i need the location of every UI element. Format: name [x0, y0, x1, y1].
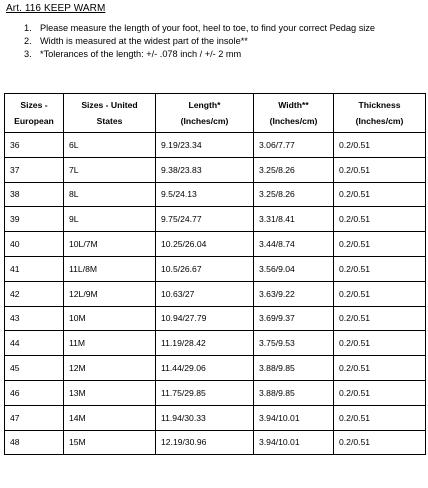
- cell-european-size: 46: [5, 380, 64, 405]
- table-row: [5, 331, 426, 356]
- cell-european-size: 38: [5, 182, 64, 207]
- instruction-item: [24, 48, 375, 61]
- instruction-item: [24, 22, 375, 35]
- table-row: [5, 157, 426, 182]
- cell-us-size: 6L: [64, 133, 156, 158]
- cell-length: 9.5/24.13: [156, 182, 254, 207]
- table-row: [5, 306, 426, 331]
- cell-length: 9.75/24.77: [156, 207, 254, 232]
- cell-european-size: 39: [5, 207, 64, 232]
- header-european-size: Sizes - European: [5, 94, 64, 133]
- header-us-size: Sizes - United States: [64, 94, 156, 133]
- instruction-number: 1.: [24, 23, 32, 33]
- header-thickness: Thickness (Inches/cm): [334, 94, 426, 133]
- table-row: [5, 430, 426, 455]
- cell-length: 11.44/29.06: [156, 356, 254, 381]
- cell-width: 3.06/7.77: [254, 133, 334, 158]
- cell-width: 3.75/9.53: [254, 331, 334, 356]
- cell-thickness: 0.2/0.51: [334, 207, 426, 232]
- table-row: [5, 405, 426, 430]
- cell-thickness: 0.2/0.51: [334, 306, 426, 331]
- cell-thickness: 0.2/0.51: [334, 380, 426, 405]
- instruction-number: 3.: [24, 49, 32, 59]
- cell-european-size: 37: [5, 157, 64, 182]
- instruction-text: Please measure the length of your foot, heel to toe, to find your correct Pedag size: [40, 23, 376, 33]
- table-row: [5, 207, 426, 232]
- cell-width: 3.25/8.26: [254, 157, 334, 182]
- cell-us-size: 12L/9M: [64, 281, 156, 306]
- cell-thickness: 0.2/0.51: [334, 182, 426, 207]
- cell-european-size: 36: [5, 133, 64, 158]
- instruction-number: 2.: [24, 36, 32, 46]
- table-row: [5, 281, 426, 306]
- cell-length: 9.38/23.83: [156, 157, 254, 182]
- table-row: [5, 380, 426, 405]
- cell-us-size: 14M: [64, 405, 156, 430]
- cell-european-size: 48: [5, 430, 64, 455]
- table-header-row: [5, 94, 426, 133]
- cell-us-size: 11M: [64, 331, 156, 356]
- table-row: [5, 356, 426, 381]
- cell-us-size: 15M: [64, 430, 156, 455]
- cell-width: 3.88/9.85: [254, 380, 334, 405]
- cell-european-size: 47: [5, 405, 64, 430]
- cell-european-size: 45: [5, 356, 64, 381]
- instructions-list: [24, 22, 375, 61]
- cell-thickness: 0.2/0.51: [334, 430, 426, 455]
- table-row: [5, 182, 426, 207]
- cell-us-size: 12M: [64, 356, 156, 381]
- cell-thickness: 0.2/0.51: [334, 256, 426, 281]
- table-body: [5, 133, 426, 455]
- cell-us-size: 10L/7M: [64, 232, 156, 257]
- header-width: Width** (Inches/cm): [254, 94, 334, 133]
- cell-width: 3.25/8.26: [254, 182, 334, 207]
- cell-thickness: 0.2/0.51: [334, 356, 426, 381]
- cell-european-size: 40: [5, 232, 64, 257]
- cell-us-size: 13M: [64, 380, 156, 405]
- cell-width: 3.94/10.01: [254, 405, 334, 430]
- cell-european-size: 44: [5, 331, 64, 356]
- cell-length: 11.94/30.33: [156, 405, 254, 430]
- cell-length: 12.19/30.96: [156, 430, 254, 455]
- table-row: [5, 133, 426, 158]
- cell-thickness: 0.2/0.51: [334, 331, 426, 356]
- cell-thickness: 0.2/0.51: [334, 133, 426, 158]
- cell-us-size: 10M: [64, 306, 156, 331]
- cell-us-size: 11L/8M: [64, 256, 156, 281]
- cell-width: 3.63/9.22: [254, 281, 334, 306]
- cell-thickness: 0.2/0.51: [334, 157, 426, 182]
- cell-length: 11.19/28.42: [156, 331, 254, 356]
- cell-us-size: 9L: [64, 207, 156, 232]
- document-title: Art. 116 KEEP WARM: [6, 3, 106, 14]
- cell-length: 10.25/26.04: [156, 232, 254, 257]
- cell-european-size: 42: [5, 281, 64, 306]
- instruction-item: [24, 35, 375, 48]
- cell-width: 3.56/9.04: [254, 256, 334, 281]
- cell-width: 3.44/8.74: [254, 232, 334, 257]
- cell-european-size: 43: [5, 306, 64, 331]
- size-chart-table: [4, 93, 426, 455]
- cell-european-size: 41: [5, 256, 64, 281]
- cell-width: 3.94/10.01: [254, 430, 334, 455]
- cell-length: 10.63/27: [156, 281, 254, 306]
- instruction-text: *Tolerances of the length: +/- .078 inch / +/- 2 mm: [40, 49, 242, 59]
- cell-width: 3.31/8.41: [254, 207, 334, 232]
- instruction-text: Width is measured at the widest part of the insole**: [40, 36, 248, 46]
- header-length: Length* (Inches/cm): [156, 94, 254, 133]
- cell-thickness: 0.2/0.51: [334, 232, 426, 257]
- cell-length: 11.75/29.85: [156, 380, 254, 405]
- cell-length: 10.5/26.67: [156, 256, 254, 281]
- cell-width: 3.88/9.85: [254, 356, 334, 381]
- cell-us-size: 7L: [64, 157, 156, 182]
- cell-length: 10.94/27.79: [156, 306, 254, 331]
- cell-thickness: 0.2/0.51: [334, 281, 426, 306]
- cell-us-size: 8L: [64, 182, 156, 207]
- cell-width: 3.69/9.37: [254, 306, 334, 331]
- table-row: [5, 232, 426, 257]
- cell-length: 9.19/23.34: [156, 133, 254, 158]
- cell-thickness: 0.2/0.51: [334, 405, 426, 430]
- table-row: [5, 256, 426, 281]
